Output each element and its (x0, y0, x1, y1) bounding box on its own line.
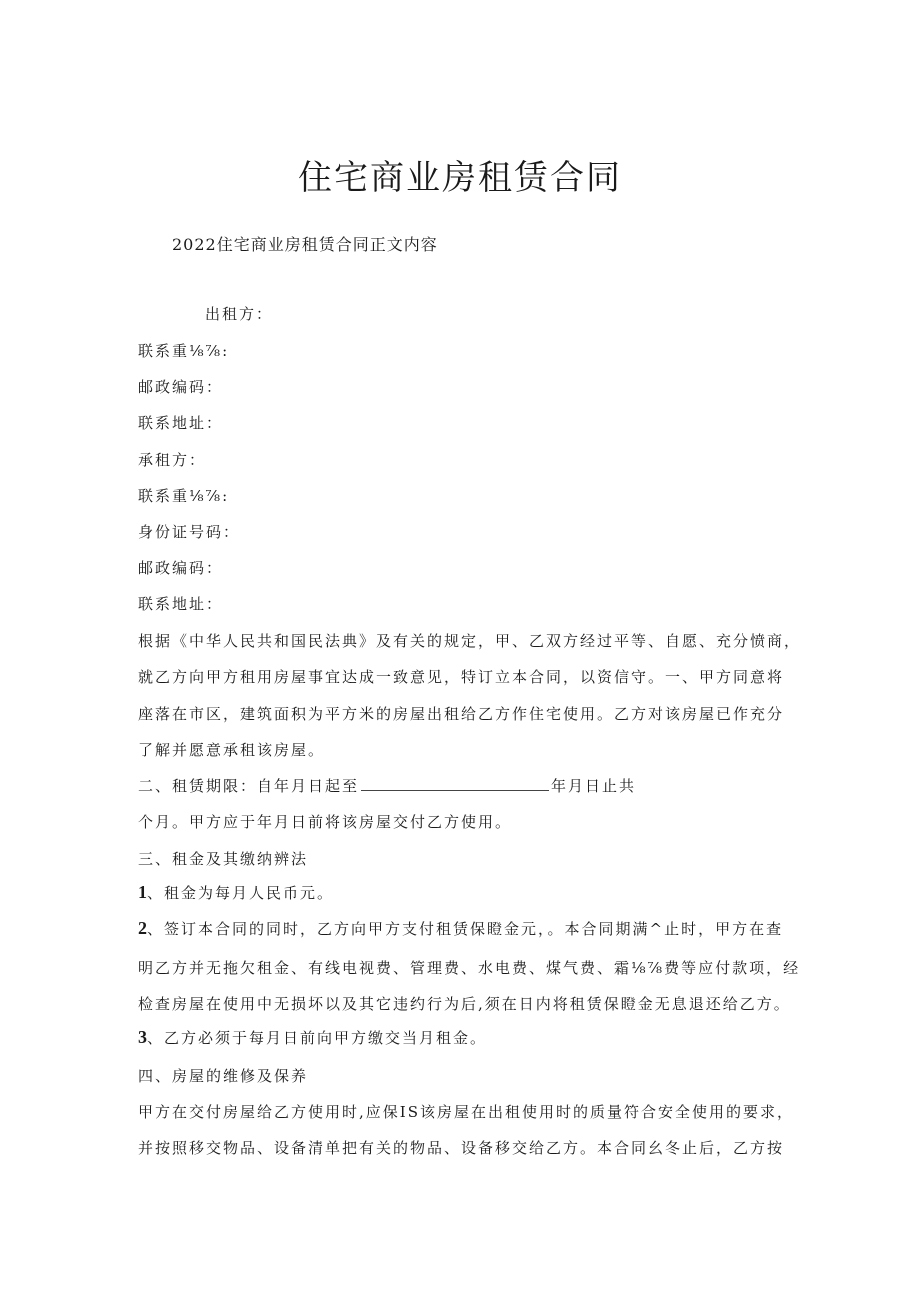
lessee-address-label: 联系地址： (138, 595, 224, 613)
lessor-phone-label: 联系重⅛⅞: (138, 342, 230, 360)
clause-text: 、签订本合同的同时，乙方向甲方支付租赁保瞪金元，。本合同期满^止时，甲方在查 (147, 920, 784, 938)
paragraph-line: 了解并愿意承租该房屋。 (138, 741, 326, 759)
paragraph-line: 检查房屋在使用中无损坏以及其它违约行为后,须在日内将租赁保瞪金无息退还给乙方。 (138, 995, 791, 1013)
lessor-address-label: 联系地址： (138, 414, 224, 432)
paragraph-line: 根据《中华人民共和国民法典》及有关的规定，甲、乙双方经过平等、自愿、充分愤商， (138, 632, 802, 650)
clause-number: 3 (138, 1027, 147, 1047)
paragraph-line: 个月。甲方应于年月日前将该房屋交付乙方使用。 (138, 813, 513, 831)
clause-2 (138, 918, 783, 939)
section-heading: 三、租金及其缴纳辨法 (138, 850, 309, 868)
lease-term-start: 二、租赁期限：自年月日起至 (138, 777, 360, 795)
lessee-label: 承租方： (138, 451, 207, 469)
paragraph-line: 就乙方向甲方租用房屋事宜达成一致意见，特订立本合同，以资信守。一、甲方同意将 (138, 668, 785, 686)
document-title: 住宅商业房租赁合同 (298, 158, 622, 198)
paragraph-line: 并按照移交物品、设备清单把有关的物品、设备移交给乙方。本合同幺冬止后，乙方按 (138, 1139, 785, 1157)
clause-text: 、乙方必须于每月日前向甲方缴交当月租金。 (147, 1029, 488, 1047)
document-subtitle: 2022住宅商业房租赁合同正文内容 (172, 235, 438, 254)
lease-term-end: 年月日止共 (551, 777, 637, 795)
lessor-postcode-label: 邮政编码： (138, 378, 224, 396)
paragraph-line: 甲方在交付房屋给乙方使用时,应保IS该房屋在出租使用时的质量符合安全使用的要求， (138, 1103, 794, 1121)
section-heading: 四、房屋的维修及保养 (138, 1067, 309, 1085)
clause-number: 2 (138, 918, 147, 938)
lessee-id-label: 身份证号码： (138, 523, 241, 541)
clause-number: 1 (138, 882, 147, 902)
blank-underline (361, 776, 549, 791)
lessee-phone-label: 联系重⅛⅞: (138, 487, 230, 505)
clause-text: 、租金为每月人民币元。 (147, 884, 335, 902)
lessee-postcode-label: 邮政编码： (138, 559, 224, 577)
paragraph-line: 座落在市区，建筑面积为平方米的房屋出租给乙方作住宅使用。乙方对该房屋已作充分 (138, 705, 785, 723)
clause-1 (138, 882, 334, 903)
paragraph-line: 明乙方并无拖欠租金、有线电视费、管理费、水电费、煤气费、霜⅛⅞费等应付款项，经 (138, 959, 801, 977)
clause-3 (138, 1027, 487, 1048)
lessor-label: 出租方： (205, 305, 274, 323)
lease-term-line (138, 775, 636, 796)
